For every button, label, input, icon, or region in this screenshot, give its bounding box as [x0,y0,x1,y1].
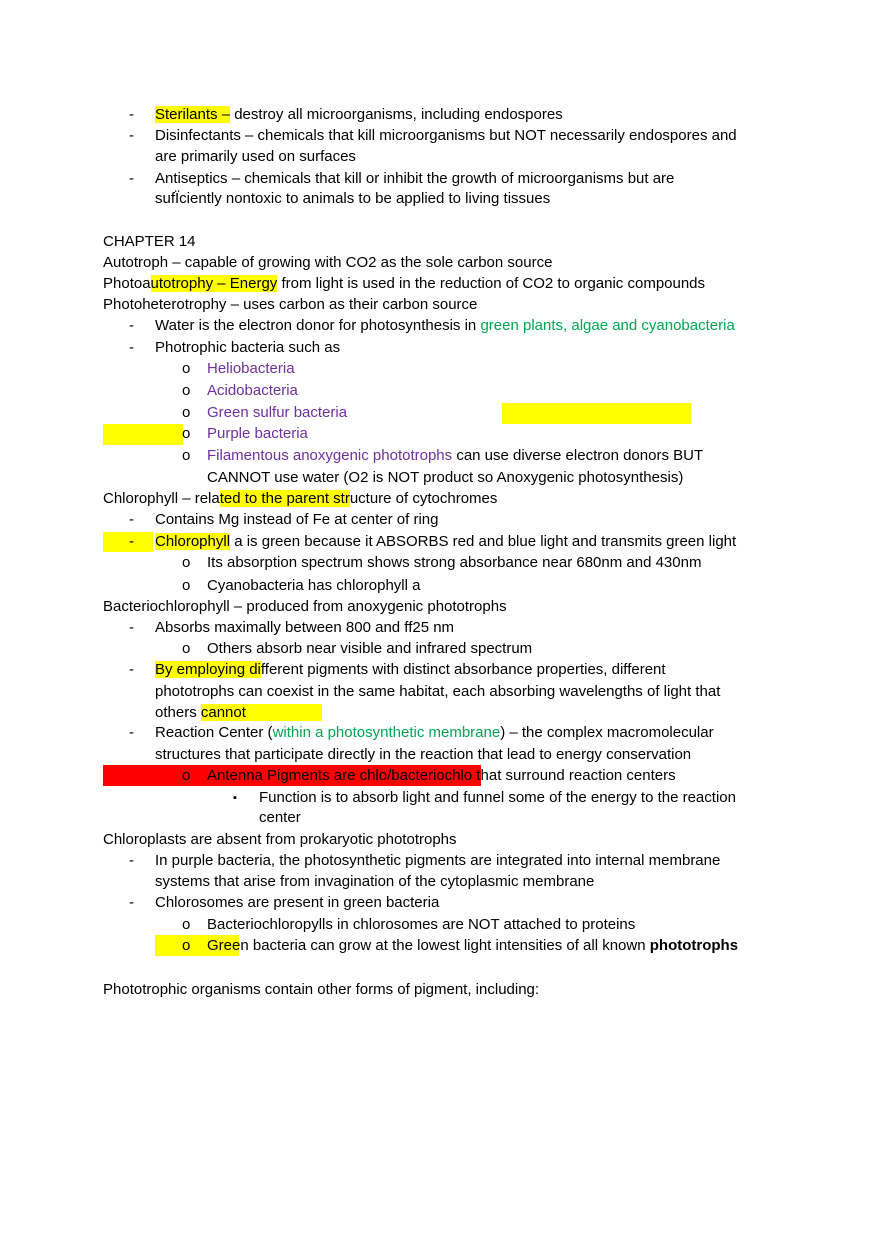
bullet-dash: - [129,339,134,356]
green-bacteria-b: n bacteria can grow at the lowest light intensities of all known [240,937,650,954]
antiseptics-line-2: sufÏciently nontoxic to animals to be applied to living tissues [155,190,551,207]
chlorophyll-term: Chlorophyll [155,533,231,550]
bullet-circle: o [182,577,191,594]
bullet-circle: o [182,640,191,657]
filamentous-term: Filamentous anoxygenic phototrophs [207,447,453,464]
phototrophic-bacteria-line: Photrophic bacteria such as [155,339,341,356]
bullet-dash: - [129,894,134,911]
bullet-dash: - [129,724,134,741]
chlorosomes-line: Chlorosomes are present in green bacteria [155,894,440,911]
bullet-circle: o [182,447,191,464]
photoautotrophy-highlight: utotrophy – Energy [150,275,278,292]
reaction-center-green: within a photosynthetic membrane [272,724,501,741]
employing-highlight: By employing di [155,661,261,678]
bacteria-item: Acidobacteria [207,382,298,399]
water-donor-green: green plants, algae and cyanobacteria [480,317,735,334]
mg-line: Contains Mg instead of Fe at center of ring [155,511,439,528]
closing-line: Phototrophic organisms contain other forms of pigment, including: [103,981,540,998]
chapter-title: CHAPTER 14 [103,233,196,250]
chlorophyll-heading-a: Chlorophyll – rela [103,490,220,507]
bullet-dash: - [129,661,134,678]
employing-line-3 [155,703,322,723]
bullet-dash: - [129,619,134,636]
highlight-block [103,424,183,445]
antenna-b: o that surround reaction centers [463,767,676,784]
bullet-dash: - [129,533,134,550]
bullet-dash: - [129,106,134,123]
chlorophyll-heading-c: ucture of cytochromes [349,490,498,507]
employing-others: others [155,704,201,721]
others-absorb-line: Others absorb near visible and infrared spectrum [207,640,533,657]
bullet-dash: - [129,852,134,869]
bullet-circle: o [182,767,191,784]
disinfectants-line-1: Disinfectants – chemicals that kill microorganisms but NOT necessarily endospores and [155,127,737,144]
disinfectants-line-2: are primarily used on surfaces [155,148,356,165]
bacteria-item: Green sulfur bacteria [207,404,348,421]
employing-line-2: phototrophs can coexist in the same habitat, each absorbing wavelengths of light that [155,683,721,700]
bullet-circle: o [182,382,191,399]
water-donor-line [155,316,735,336]
purple-bacteria-line-2: systems that arise from invagination of the cytoplasmic membrane [155,873,595,890]
reaction-center-line-2: structures that participate directly in the reaction that lead to energy conservation [155,746,692,763]
filamentous-line-2: CANNOT use water (O2 is NOT product so Anoxygenic photosynthesis) [207,469,684,486]
bacteria-item: Purple bacteria [207,425,308,442]
employing-cannot: cannot [201,704,322,721]
chloroplasts-heading: Chloroplasts are absent from prokaryotic phototrophs [103,831,457,848]
bullet-dash: - [129,127,134,144]
chlorophyll-heading [103,489,497,509]
reaction-center-b: ) – the complex macromolecular [500,724,714,741]
photoheterotrophy-line: Photoheterotrophy – uses carbon as their carbon source [103,296,478,313]
autotroph-line: Autotroph – capable of growing with CO2 as the sole carbon source [103,254,553,271]
purple-bacteria-line-1: In purple bacteria, the photosynthetic pigments are integrated into internal membrane [155,852,721,869]
bullet-circle: o [182,425,191,442]
antenna-line [207,766,676,786]
bullet-circle: o [182,360,191,377]
water-donor-text: Water is the electron donor for photosynthesis in [155,317,481,334]
employing-text: fferent pigments with distinct absorbance properties, different [260,661,666,678]
absorbs-line: Absorbs maximally between 800 and ff25 nm [155,619,455,636]
chlorophyll-green-line [155,532,736,552]
bullet-circle: o [182,404,191,421]
bacteriochlorophyll-heading: Bacteriochlorophyll – produced from anoxygenic phototrophs [103,598,507,615]
bchl-line: Bacteriochloropylls in chlorosomes are NOT attached to proteins [207,916,636,933]
chlorophyll-heading-highlight: ted to the parent str [219,490,350,507]
photoautotrophy-c: from light is used in the reduction of CO2 to organic compounds [277,275,706,292]
sterilants-text: destroy all microorganisms, including endospores [230,106,563,123]
bullet-circle: o [182,916,191,933]
bullet-dash: - [129,317,134,334]
sterilants-line [155,105,563,125]
reaction-center-line-1 [155,723,714,743]
function-line-1: Function is to absorb light and funnel some of the energy to the reaction [259,789,736,806]
photoautotrophy-a: Photoa [103,275,151,292]
bullet-circle: o [182,937,191,954]
photoautotrophy-line [103,274,705,294]
sterilants-term: Sterilants – [155,106,231,123]
reaction-center-a: Reaction Center ( [155,724,273,741]
spectrum-line: Its absorption spectrum shows strong absorbance near 680nm and 430nm [207,554,702,571]
green-bacteria-a: Gree [207,937,241,954]
employing-line-1 [155,660,666,680]
antiseptics-line-1: Antiseptics – chemicals that kill or inhibit the growth of microorganisms but are [155,170,675,187]
bullet-square: ▪ [233,792,237,804]
filamentous-line-1 [207,446,703,466]
green-bacteria-bold: phototrophs [649,937,739,954]
highlight-block [502,403,691,424]
cyano-line: Cyanobacteria has chlorophyll a [207,577,421,594]
antenna-a: Antenna Pigments are chlo/bacteriochl [207,767,464,784]
bullet-dash: - [129,170,134,187]
function-line-2: center [259,809,301,826]
bacteria-item: Heliobacteria [207,360,295,377]
chlorophyll-green-text: a is green because it ABSORBS red and blue light and transmits green light [230,533,737,550]
highlight-block [103,532,153,552]
bullet-dash: - [129,511,134,528]
bullet-circle: o [182,554,191,571]
filamentous-text: can use diverse electron donors BUT [452,447,704,464]
green-bacteria-line [207,936,738,956]
